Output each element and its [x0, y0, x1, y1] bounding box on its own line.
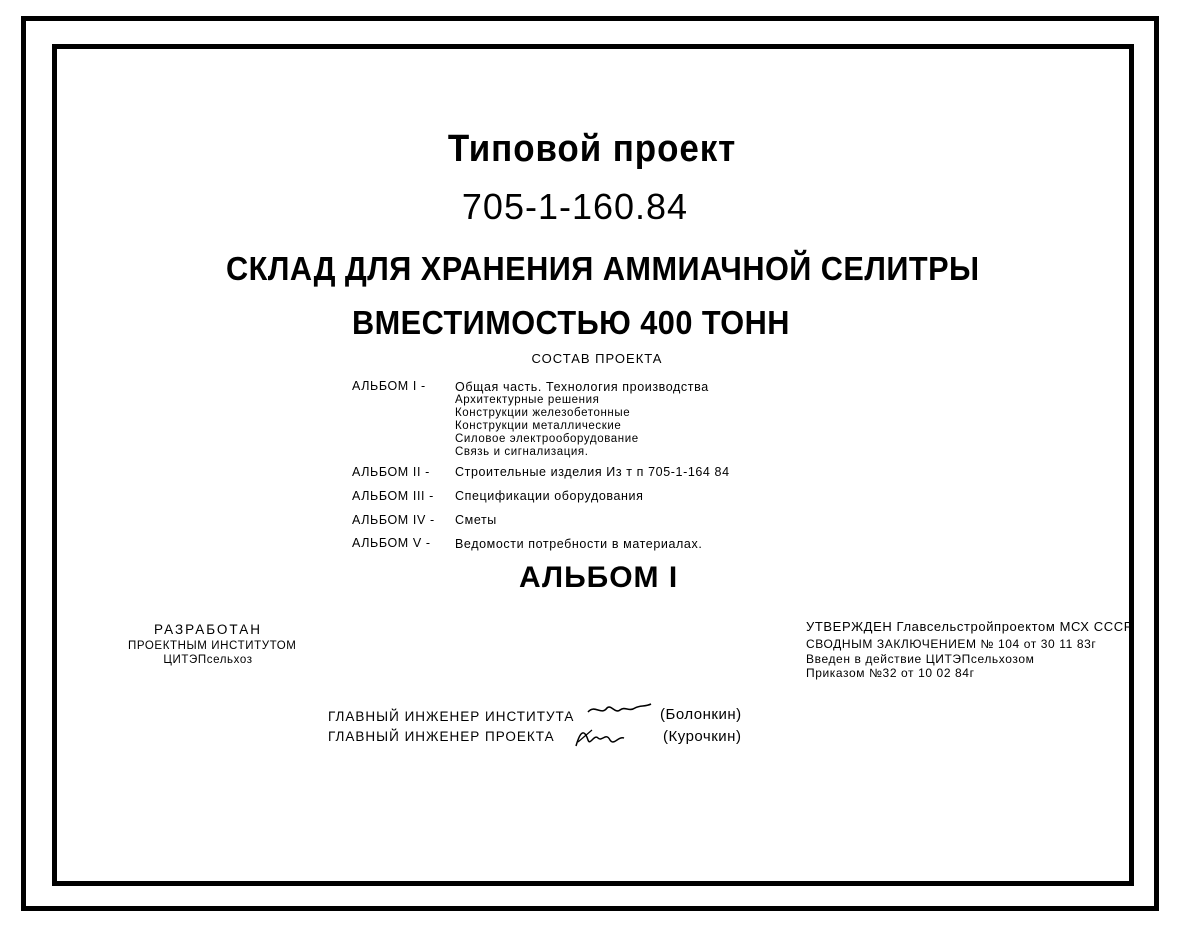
developed-by-institute: ЦИТЭПсельхоз [163, 654, 253, 666]
album-label: АЛЬБОМ II - [352, 465, 430, 479]
signature-role: ГЛАВНЫЙ ИНЖЕНЕР ИНСТИТУТА [328, 709, 575, 724]
composition-heading: СОСТАВ ПРОЕКТА [531, 351, 663, 366]
album-item: Ведомости потребности в материалах. [455, 537, 703, 551]
developed-heading: РАЗРАБОТАН [154, 622, 262, 637]
album-label: АЛЬБОМ V - [352, 536, 431, 550]
project-name-line1: СКЛАД ДЛЯ ХРАНЕНИЯ АММИАЧНОЙ СЕЛИТРЫ [226, 250, 980, 287]
approved-line: Введен в действие ЦИТЭПсельхозом [806, 652, 1035, 666]
signature-scribble [585, 698, 655, 722]
album-item: Конструкции металлические [455, 420, 622, 432]
project-name-line2: ВМЕСТИМОСТЬЮ 400 ТОНН [352, 304, 790, 341]
album-item: Архитектурные решения [455, 394, 600, 406]
approved-line: УТВЕРЖДЕН Главсельстройпроектом МСХ СССР [806, 619, 1134, 634]
project-number: 705-1-160.84 [461, 186, 689, 227]
album-item: Сметы [455, 513, 497, 527]
signature-role: ГЛАВНЫЙ ИНЖЕНЕР ПРОЕКТА [328, 729, 555, 744]
album-item: Строительные изделия Из т п 705-1-164 84 [455, 465, 730, 479]
album-item: Спецификации оборудования [455, 489, 644, 503]
album-item: Силовое электрооборудование [455, 433, 639, 445]
album-label: АЛЬБОМ I - [352, 379, 426, 393]
developed-by-line: ПРОЕКТНЫМ ИНСТИТУТОМ [128, 640, 297, 652]
signature-scribble [572, 722, 632, 752]
signature-name: (Болонкин) [660, 706, 742, 723]
album-item: Общая часть. Технология производства [455, 380, 709, 394]
current-album-title: АЛЬБОМ I [519, 561, 679, 594]
approved-line: СВОДНЫМ ЗАКЛЮЧЕНИЕМ № 104 от 30 11 83г [806, 637, 1097, 651]
document-type-title: Типовой проект [447, 128, 737, 170]
album-label: АЛЬБОМ IV - [352, 513, 435, 527]
album-item: Связь и сигнализация. [455, 446, 589, 458]
album-label: АЛЬБОМ III - [352, 489, 434, 503]
signature-name: (Курочкин) [663, 728, 742, 745]
approved-line: Приказом №32 от 10 02 84г [806, 666, 975, 680]
album-item: Конструкции железобетонные [455, 407, 631, 419]
